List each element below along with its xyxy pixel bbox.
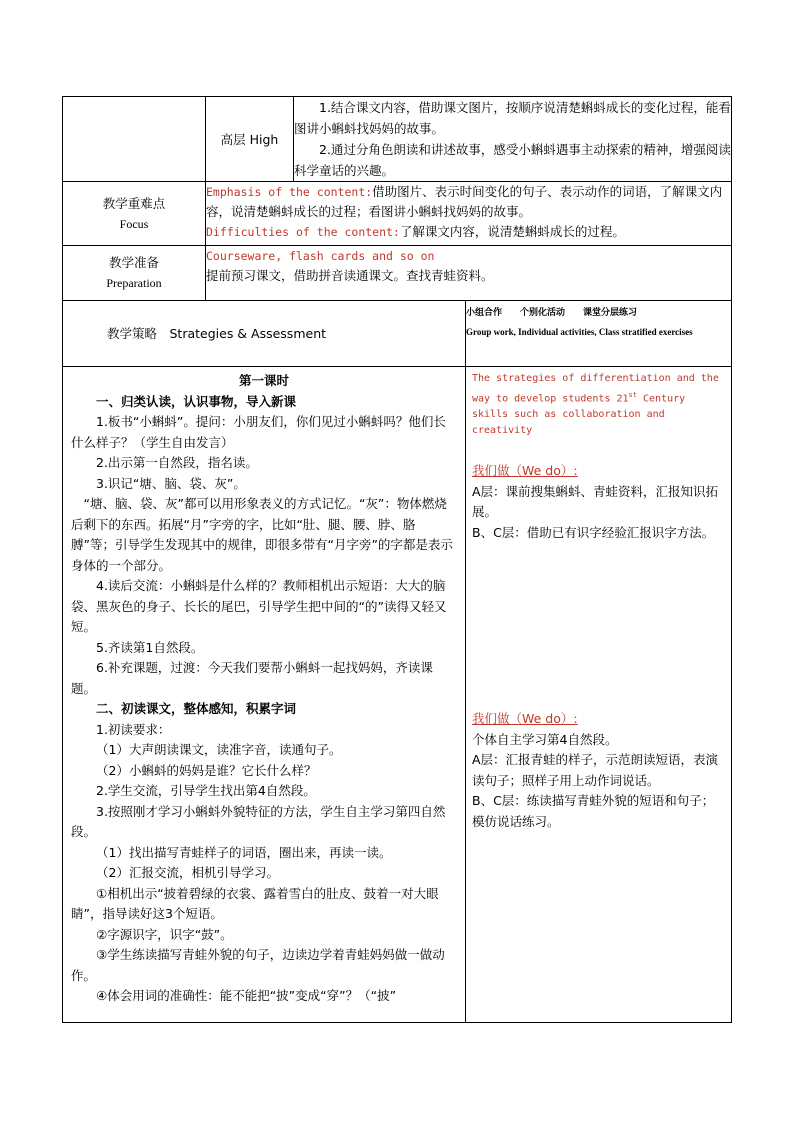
focus-label-en: Focus (119, 216, 149, 231)
s2-line: ④体会用词的准确性：能不能把“披”变成“穿”？（“披” (96, 988, 397, 1003)
emphasis-label: Emphasis of the content: (206, 185, 373, 199)
s1-line: 6.补充课题，过渡：今天我们要帮小蝌蚪一起找妈妈，齐读课题。 (71, 660, 433, 696)
strategy-en-tags: Group work, Individual activities, Class stratified exercises (466, 327, 693, 337)
high-label: 高层 High (220, 131, 279, 147)
s2-line: ①相机出示“披着碧绿的衣裳、露着雪白的肚皮、鼓着一对大眼睛”，指导读好这3个短语。 (71, 885, 439, 921)
strategy-label-cell (63, 301, 466, 367)
empty-cell (63, 97, 206, 182)
prep-label-en: Preparation (106, 276, 162, 290)
s2-line: ③学生练读描写青蛙外貌的句子，边读边学着青蛙妈妈做一做动作。 (71, 947, 445, 983)
lesson-title: 第一课时 (238, 373, 289, 388)
s1-line: 4.读后交流：小蝌蚪是什么样的？教师相机出示短语：大大的脑袋、黑灰色的身子、长长的尾巴，引导学生把中间的“的”读得又轻又短。 (71, 578, 447, 634)
prep-line-1: Courseware, flash cards and so on (206, 249, 435, 263)
we-do-heading-2 (472, 709, 725, 730)
row-strategy (63, 301, 732, 367)
prep-line-2: 提前预习课文，借助拼音读通课文。查找青蛙资料。 (206, 268, 494, 283)
s2-line: 2.学生交流，引导学生找出第4自然段。 (96, 783, 316, 798)
s1-line: 2.出示第一自然段，指名读。 (96, 455, 258, 470)
row-body (63, 367, 732, 1023)
s2-line: （2）汇报交流，相机引导学习。 (96, 865, 279, 880)
s2-line: 3.按照刚才学习小蝌蚪外貌特征的方法，学生自主学习第四自然段。 (71, 803, 446, 839)
focus-content-cell (206, 182, 732, 246)
prep-label-cn: 教学准备 (108, 255, 159, 270)
lesson-plan-table (62, 96, 732, 1023)
block1-line: B、C层：借助已有识字经验汇报识字方法。 (472, 524, 715, 540)
strategy-right-cell (466, 301, 732, 367)
s2-line: （2）小蝌蚪的妈妈是谁？它长什么样？ (96, 762, 317, 778)
block2-line: A层：汇报青蛙的样子，示范朗读短语，表演读句子；照样子用上动作词说话。 (472, 752, 719, 788)
s1-line: 5.齐读第1自然段。 (96, 639, 204, 655)
we-do-heading-1 (472, 461, 725, 482)
differentiation-cell (466, 367, 732, 1023)
high-objectives-cell (294, 97, 732, 182)
s2-line: ②字源识字，识字“鼓”。 (96, 926, 233, 942)
s2-line: 1.初读要求： (96, 721, 171, 737)
spacer (472, 543, 725, 709)
high-objective-2: 2.通过分角色朗读和讲述故事，感受小蝌蚪遇事主动探索的精神，增强阅读科学童话的兴趣。 (294, 142, 731, 178)
high-label-cell (206, 97, 294, 182)
strategy-note-a: The strategies of differentiation and the way to develop students 21 (472, 373, 719, 405)
emphasis-line (206, 182, 731, 222)
spacer (472, 439, 725, 461)
difficulty-text: 了解课文内容，说清楚蝌蚪成长的过程。 (399, 224, 625, 239)
strategy-note-sup: st (628, 391, 637, 399)
difficulty-label: Difficulties of the content: (206, 225, 400, 239)
teaching-process-cell (63, 367, 466, 1023)
section-2-heading: 二、初读课文，整体感知，积累字词 (96, 701, 297, 716)
s2-line: （1）找出描写青蛙样子的词语，圈出来，再读一读。 (96, 844, 392, 860)
row-focus (63, 182, 732, 246)
focus-label-cell (63, 182, 206, 246)
block2-line: 个体自主学习第4自然段。 (472, 731, 618, 747)
we-do-label-2: 我们做（We do）: (472, 711, 578, 727)
emphasis-text: 借助图片、表示时间变化的句子、表示动作的词语，了解课文内容，说清楚蝌蚪成长的过程；看图讲小蝌蚪找妈妈的故事。 (206, 184, 723, 219)
s1-line: “塘、脑、袋、灰”都可以用形象表义的方式记忆。“灰”：物体燃烧后剩下的东西。拓展“月”字旁的字，比如“肚、腿、腰、脖、胳膊”等；引导学生发现其中的规律，即很多带有“月字旁”的字都是表示身体的一个部分。 (71, 496, 453, 573)
strategy-label: 教学策略 Strategies & Assessment (107, 326, 327, 341)
row-preparation (63, 246, 732, 301)
prep-content-cell (206, 246, 732, 301)
strategy-note-b: Century skills such as collaboration and creativity (472, 393, 686, 437)
section-1-heading: 一、归类认读，认识事物，导入新课 (96, 393, 297, 409)
s1-line: 3.识记“塘、脑、袋、灰”。 (96, 475, 246, 491)
difficulty-line (206, 222, 731, 242)
high-objective-1: 1.结合课文内容，借助课文图片，按顺序说清楚蝌蚪成长的变化过程，能看图讲小蝌蚪找妈妈的故事。 (294, 100, 731, 136)
s1-line: 1.板书“小蝌蚪”。提问：小朋友们，你们见过小蝌蚪吗？他们长什么样子？（学生自由发言） (71, 414, 446, 450)
s2-line: （1）大声朗读课文，读准字音，读通句子。 (96, 742, 342, 757)
block1-line: A层：课前搜集蝌蚪、青蛙资料，汇报知识拓展。 (472, 483, 719, 520)
prep-label-cell (63, 246, 206, 301)
we-do-label-1: 我们做（We do）: (472, 463, 578, 479)
focus-label-cn: 教学重难点 (102, 195, 166, 211)
strategy-note (472, 371, 725, 439)
block2-line: B、C层：练读描写青蛙外貌的短语和句子；模仿说话练习。 (472, 793, 715, 829)
strategy-cn-tags: 小组合作 个别化活动 课堂分层练习 (466, 308, 638, 318)
row-high (63, 97, 732, 182)
